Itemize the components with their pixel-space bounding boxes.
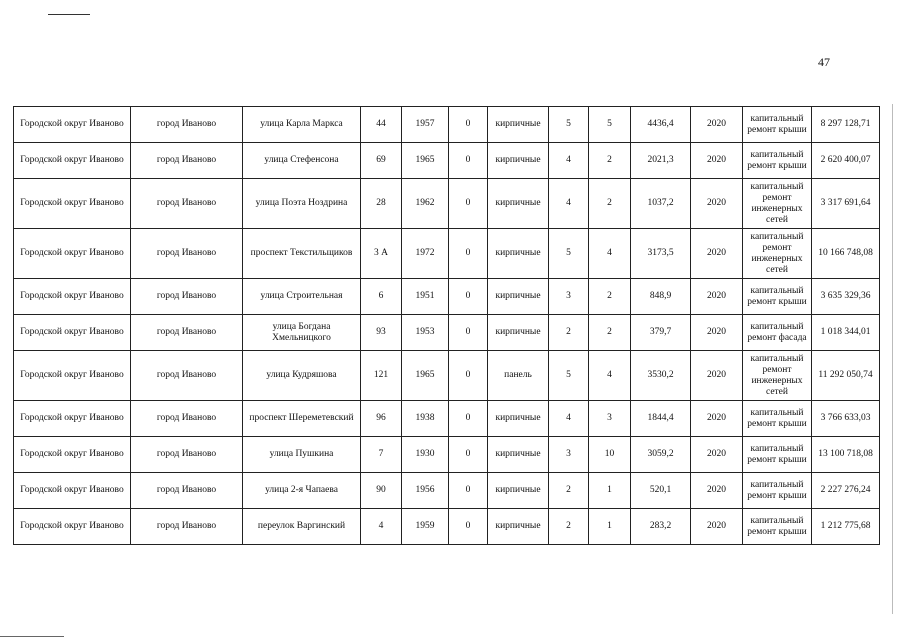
cell-street: проспект Текстильщиков [243, 229, 361, 279]
cell-house: 3 А [361, 229, 402, 279]
cell-area: 283,2 [631, 509, 691, 545]
cell-work-type: капитальный ремонт крыши [743, 401, 812, 437]
cell-house: 7 [361, 437, 402, 473]
cell-house: 90 [361, 473, 402, 509]
cell-material: кирпичные [488, 143, 549, 179]
cell-zero: 0 [449, 279, 488, 315]
cell-entrances: 2 [589, 279, 631, 315]
cell-material: кирпичные [488, 401, 549, 437]
cell-city: город Иваново [131, 279, 243, 315]
cell-cost: 13 100 718,08 [812, 437, 880, 473]
page-number: 47 [818, 55, 830, 69]
cell-zero: 0 [449, 315, 488, 351]
cell-area: 2021,3 [631, 143, 691, 179]
cell-street: улица 2-я Чапаева [243, 473, 361, 509]
cell-work-type: капитальный ремонт крыши [743, 509, 812, 545]
cell-street: переулок Варгинский [243, 509, 361, 545]
cell-house: 121 [361, 351, 402, 401]
cell-material: панель [488, 351, 549, 401]
cell-material: кирпичные [488, 107, 549, 143]
table-row [14, 437, 880, 473]
cell-zero: 0 [449, 473, 488, 509]
cell-cost: 3 766 633,03 [812, 401, 880, 437]
cell-house: 6 [361, 279, 402, 315]
cell-year: 1965 [402, 351, 449, 401]
cell-work-type: капитальный ремонт крыши [743, 107, 812, 143]
cell-district: Городской округ Иваново [14, 351, 131, 401]
cell-area: 1037,2 [631, 179, 691, 229]
cell-entrances: 1 [589, 509, 631, 545]
cell-floors: 3 [549, 437, 589, 473]
cell-plan-year: 2020 [691, 351, 743, 401]
cell-zero: 0 [449, 401, 488, 437]
cell-floors: 4 [549, 179, 589, 229]
table-row [14, 351, 880, 401]
cell-work-type: капитальный ремонт крыши [743, 437, 812, 473]
cell-material: кирпичные [488, 229, 549, 279]
cell-house: 69 [361, 143, 402, 179]
cell-entrances: 2 [589, 315, 631, 351]
cell-material: кирпичные [488, 315, 549, 351]
scan-artifact-line-bottom [0, 636, 64, 637]
table-row [14, 509, 880, 545]
cell-street: улица Строительная [243, 279, 361, 315]
cell-plan-year: 2020 [691, 401, 743, 437]
cell-plan-year: 2020 [691, 179, 743, 229]
cell-city: город Иваново [131, 229, 243, 279]
table-body [14, 107, 880, 545]
cell-district: Городской округ Иваново [14, 437, 131, 473]
cell-cost: 10 166 748,08 [812, 229, 880, 279]
cell-street: улица Пушкина [243, 437, 361, 473]
cell-work-type: капитальный ремонт крыши [743, 473, 812, 509]
cell-area: 4436,4 [631, 107, 691, 143]
cell-city: город Иваново [131, 351, 243, 401]
cell-floors: 2 [549, 315, 589, 351]
cell-zero: 0 [449, 229, 488, 279]
cell-year: 1972 [402, 229, 449, 279]
table-row [14, 279, 880, 315]
cell-zero: 0 [449, 179, 488, 229]
table-row [14, 315, 880, 351]
cell-district: Городской округ Иваново [14, 179, 131, 229]
cell-street: проспект Шереметевский [243, 401, 361, 437]
table-row [14, 229, 880, 279]
cell-entrances: 5 [589, 107, 631, 143]
cell-cost: 1 018 344,01 [812, 315, 880, 351]
cell-district: Городской округ Иваново [14, 315, 131, 351]
cell-city: город Иваново [131, 107, 243, 143]
cell-year: 1930 [402, 437, 449, 473]
cell-plan-year: 2020 [691, 473, 743, 509]
cell-plan-year: 2020 [691, 315, 743, 351]
cell-district: Городской округ Иваново [14, 473, 131, 509]
cell-area: 3530,2 [631, 351, 691, 401]
cell-plan-year: 2020 [691, 509, 743, 545]
table-row [14, 179, 880, 229]
cell-floors: 2 [549, 473, 589, 509]
cell-year: 1953 [402, 315, 449, 351]
cell-street: улица Поэта Ноздрина [243, 179, 361, 229]
cell-material: кирпичные [488, 179, 549, 229]
cell-district: Городской округ Иваново [14, 279, 131, 315]
cell-plan-year: 2020 [691, 437, 743, 473]
cell-material: кирпичные [488, 437, 549, 473]
cell-year: 1957 [402, 107, 449, 143]
cell-entrances: 2 [589, 179, 631, 229]
cell-cost: 3 635 329,36 [812, 279, 880, 315]
cell-cost: 8 297 128,71 [812, 107, 880, 143]
cell-area: 1844,4 [631, 401, 691, 437]
scan-artifact-line [48, 14, 90, 15]
cell-zero: 0 [449, 437, 488, 473]
cell-city: город Иваново [131, 143, 243, 179]
cell-city: город Иваново [131, 437, 243, 473]
cell-year: 1951 [402, 279, 449, 315]
cell-cost: 1 212 775,68 [812, 509, 880, 545]
housing-repair-table [13, 106, 880, 545]
cell-area: 379,7 [631, 315, 691, 351]
cell-street: улица Кудряшова [243, 351, 361, 401]
cell-floors: 4 [549, 401, 589, 437]
cell-area: 520,1 [631, 473, 691, 509]
cell-area: 3059,2 [631, 437, 691, 473]
cell-district: Городской округ Иваново [14, 401, 131, 437]
cell-work-type: капитальный ремонт крыши [743, 279, 812, 315]
cell-area: 848,9 [631, 279, 691, 315]
cell-entrances: 2 [589, 143, 631, 179]
cell-street: улица Карла Маркса [243, 107, 361, 143]
cell-zero: 0 [449, 107, 488, 143]
cell-year: 1959 [402, 509, 449, 545]
cell-plan-year: 2020 [691, 279, 743, 315]
cell-street: улица Богдана Хмельницкого [243, 315, 361, 351]
cell-entrances: 10 [589, 437, 631, 473]
cell-cost: 2 227 276,24 [812, 473, 880, 509]
cell-city: город Иваново [131, 315, 243, 351]
cell-plan-year: 2020 [691, 229, 743, 279]
cell-cost: 3 317 691,64 [812, 179, 880, 229]
cell-floors: 2 [549, 509, 589, 545]
cell-house: 4 [361, 509, 402, 545]
cell-work-type: капитальный ремонт крыши [743, 143, 812, 179]
cell-cost: 11 292 050,74 [812, 351, 880, 401]
cell-entrances: 1 [589, 473, 631, 509]
cell-zero: 0 [449, 143, 488, 179]
table-row [14, 143, 880, 179]
cell-district: Городской округ Иваново [14, 143, 131, 179]
table-row [14, 401, 880, 437]
cell-year: 1938 [402, 401, 449, 437]
cell-house: 44 [361, 107, 402, 143]
cell-floors: 5 [549, 107, 589, 143]
table-row [14, 473, 880, 509]
cell-entrances: 4 [589, 229, 631, 279]
cell-work-type: капитальный ремонт инженерных сетей [743, 229, 812, 279]
cell-area: 3173,5 [631, 229, 691, 279]
cell-material: кирпичные [488, 473, 549, 509]
cell-district: Городской округ Иваново [14, 509, 131, 545]
scan-artifact-edge [892, 104, 893, 614]
cell-plan-year: 2020 [691, 143, 743, 179]
cell-zero: 0 [449, 351, 488, 401]
cell-city: город Иваново [131, 401, 243, 437]
cell-zero: 0 [449, 509, 488, 545]
cell-work-type: капитальный ремонт фасада [743, 315, 812, 351]
cell-plan-year: 2020 [691, 107, 743, 143]
cell-entrances: 3 [589, 401, 631, 437]
cell-cost: 2 620 400,07 [812, 143, 880, 179]
cell-district: Городской округ Иваново [14, 107, 131, 143]
cell-work-type: капитальный ремонт инженерных сетей [743, 351, 812, 401]
cell-house: 93 [361, 315, 402, 351]
cell-floors: 5 [549, 229, 589, 279]
cell-entrances: 4 [589, 351, 631, 401]
cell-city: город Иваново [131, 509, 243, 545]
cell-material: кирпичные [488, 509, 549, 545]
cell-floors: 5 [549, 351, 589, 401]
cell-floors: 4 [549, 143, 589, 179]
cell-city: город Иваново [131, 473, 243, 509]
cell-district: Городской округ Иваново [14, 229, 131, 279]
cell-house: 96 [361, 401, 402, 437]
cell-year: 1965 [402, 143, 449, 179]
cell-work-type: капитальный ремонт инженерных сетей [743, 179, 812, 229]
cell-year: 1956 [402, 473, 449, 509]
cell-year: 1962 [402, 179, 449, 229]
table-row [14, 107, 880, 143]
cell-city: город Иваново [131, 179, 243, 229]
cell-house: 28 [361, 179, 402, 229]
cell-floors: 3 [549, 279, 589, 315]
cell-material: кирпичные [488, 279, 549, 315]
cell-street: улица Стефенсона [243, 143, 361, 179]
